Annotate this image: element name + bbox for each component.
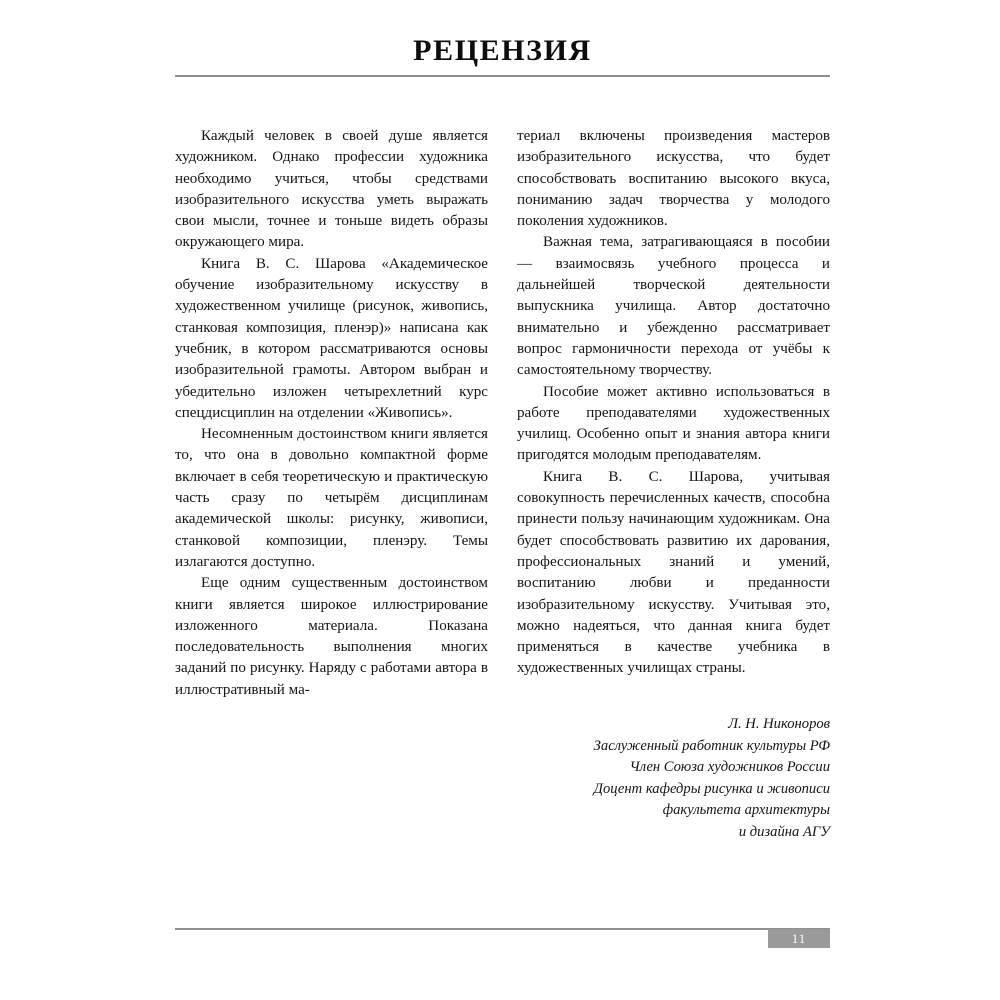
page-title: РЕЦЕНЗИЯ (413, 34, 592, 67)
paragraph: териал включены произведения мастеров изобразительного искусства, что будет способствовать воспитанию высокого вкуса, пониманию задач творчества у молодого поколения художников. (517, 128, 830, 230)
page-number-badge (768, 929, 830, 948)
footer-divider (175, 928, 830, 930)
paragraph: Каждый человек в своей душе является художником. Однако профессии художника необходимо учиться, чтобы средствами изобразительного искусства уметь выражать свои мысли, точнее и тоньше видеть образы окружающего мира. (175, 128, 488, 251)
paragraph: Книга В. С. Шарова «Академическое обучение изобразительному искусству в художественном училище (рисунок, живопись, станковая композиция, пленэр)» написана как учебник, в котором рассматриваются основы изобразительной грамоты. Автором выбран и убедительно изложен четырехлетний курс спецдисциплин на отделении «Живопись». (175, 255, 488, 421)
paragraph: Пособие может активно использоваться в работе преподавателями художественных училищ. Особенно опыт и знания автора книги пригодятся молодым преподавателям. (517, 383, 830, 464)
title-divider (175, 75, 830, 77)
page-footer (175, 928, 830, 946)
paragraph: Книга В. С. Шарова, учитывая совокупность перечисленных качеств, способна принести пользу начинающим художникам. Она будет способствовать развитию их дарования, профессиональных знаний и умений, воспитанию любви и преданности изобразительному искусству. Учитывая это, можно надеяться, что данная книга будет применяться в качестве учебника в художественных училищах страны. (517, 468, 830, 677)
signature-title-line: факультета архитектуры (662, 802, 830, 818)
signature-title-line: Заслуженный работник культуры РФ (593, 737, 830, 754)
page-number: 11 (791, 931, 807, 946)
left-column (175, 126, 488, 701)
signature-name: Л. Н. Никоноров (728, 716, 830, 732)
page-header (175, 34, 830, 77)
paragraph: Важная тема, затрагивающаяся в пособии — взаимосвязь учебного процесса и дальнейшей творческой деятельности выпускника училища. Автор достаточно внимательно и убежденно рассматривает вопрос гармоничности перехода от учёбы к самостоятельному творчеству. (517, 234, 830, 379)
signature-title-line: Член Союза художников России (629, 759, 830, 775)
paragraph: Еще одним существенным достоинством книги является широкое иллюстрирование изложенного материала. Показана последовательность выполнения многих заданий по рисунку. Наряду с работами автора в иллюстративный ма- (175, 575, 488, 698)
right-column (517, 126, 830, 701)
paragraph: Несомненным достоинством книги является то, что она в довольно компактной форме включает в себя теоретическую и практическую часть сразу по четырём дисциплинам академической школы: рисунку, живописи, станковой композиции, пленэру. Темы излагаются доступно. (175, 426, 488, 570)
body-columns (175, 126, 830, 701)
signature-block (430, 714, 830, 843)
signature-title-line: и дизайна АГУ (738, 823, 830, 840)
signature-title-line: Доцент кафедры рисунка и живописи (593, 780, 830, 797)
